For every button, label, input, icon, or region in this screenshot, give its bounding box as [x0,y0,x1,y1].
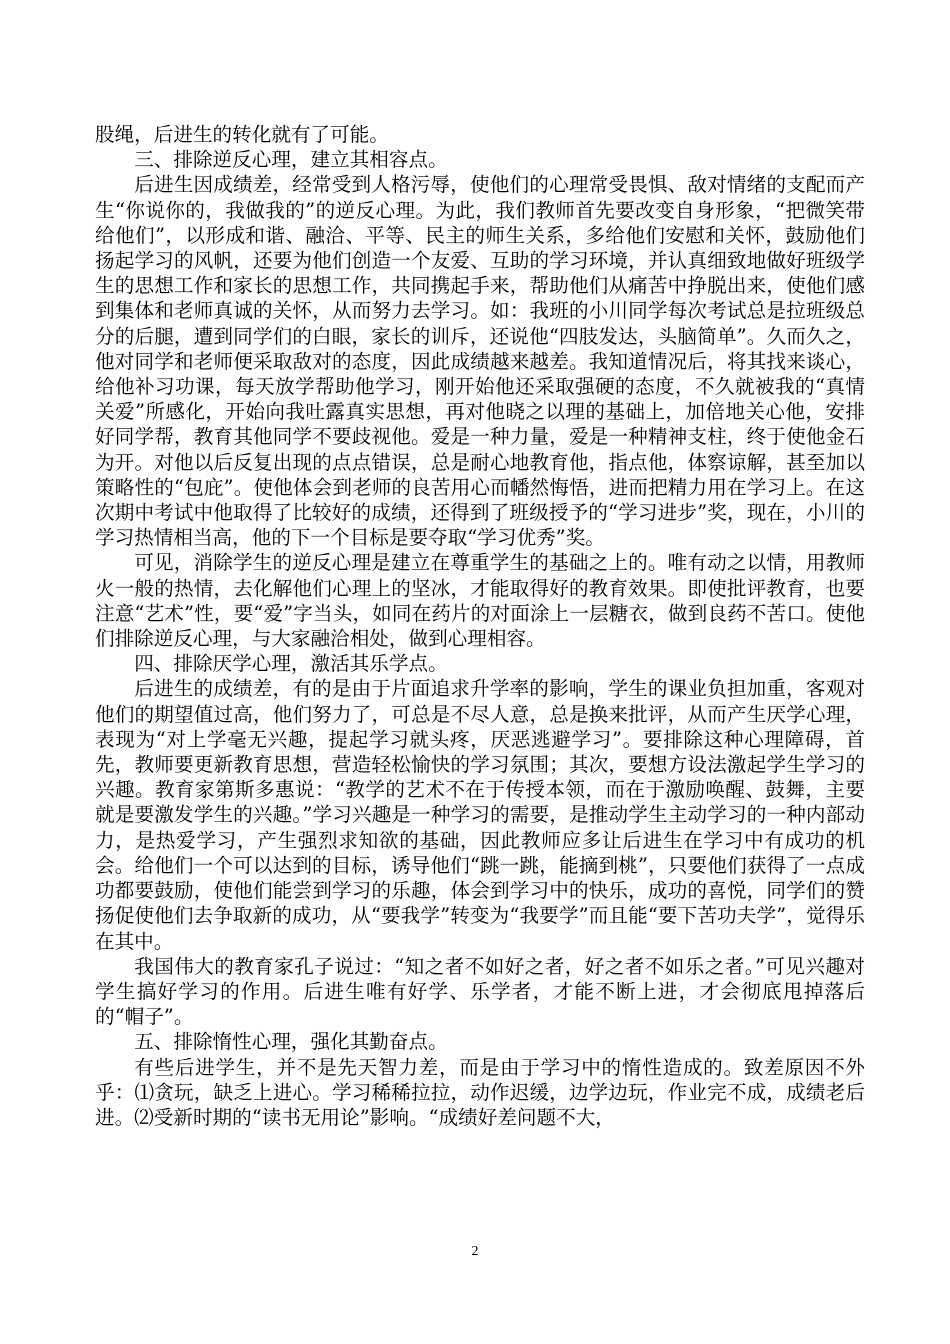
section-heading-4: 四、排除厌学心理，激活其乐学点。 [134,652,448,676]
paragraph: 股绳，后进生的转化就有了可能。 [95,123,389,146]
page-number: 2 [471,1244,479,1259]
section-heading-5: 五、排除惰性心理，强化其勤奋点。 [134,1030,448,1054]
section-heading-3: 三、排除逆反心理，建立其相容点。 [134,148,448,172]
paragraph: 后进生因成绩差，经常受到人格污辱，使他们的心理常受畏惧、敌对情绪的支配而产生“你说你的，我做我的”的逆反心理。为此，我们教师首先要改变自身形象，“把微笑带给他们”，以形成和谐、融洽、平等、民主的师生关系，多给他们安慰和关怀，鼓励他们扬起学习的风帆，还要为他们创造一个友爱、互助的学习环境，并认真细致地做好班级学生的思想工作和家长的思想工作，共同携起手来，帮助他们从痛苦中挣脱出来，使他们感到集体和老师真诚的关怀，从而努力去学习。如：我班的小川同学每次考试总是拉班级总分的后腿，遭到同学们的白眼，家长的训斥，还说他“四肢发达，头脑简单”。久而久之，他对同学和老师便采取敌对的态度，因此成绩越来越差。我知道情况后，将其找来谈心，给他补习功课，每天放学帮助他学习，刚开始他还采取强硬的态度，不久就被我的“真情关爱”所感化，开始向我吐露真实思想，再对他晓之以理的基础上，加倍地关心他，安排好同学帮，教育其他同学不要歧视他。爱是一种力量，爱是一种精神支柱，终于使他金石为开。对他以后反复出现的点点错误，总是耐心地教育他，指点他，体察谅解，甚至加以策略性的“包庇”。使他体会到老师的良苦用心而幡然悔悟，进而把精力用在学习上。在这次期中考试中他取得了比较好的成绩，还得到了班级授予的“学习进步”奖，现在，小川的学习热情相当高，他的下一个目标是要夺取“学习优秀”奖。 [95,173,865,550]
paragraph: 我国伟大的教育家孔子说过：“知之者不如好之者，好之者不如乐之者。”可见兴趣对学生搞好学习的作用。后进生唯有好学、乐学者，才能不断上进，才会彻底甩掉落后的“帽子”。 [95,954,865,1029]
body-text [95,122,865,1130]
paragraph: 后进生的成绩差，有的是由于片面追求升学率的影响，学生的课业负担加重，客观对他们的期望值过高，他们努力了，可总是不尽人意，总是换来批评，从而产生厌学心理，表现为“对上学毫无兴趣，提起学习就头疼，厌恶逃避学习”。要排除这种心理障碍，首先，教师要更新教育思想，营造轻松愉快的学习氛围；其次，要想方设法激起学生学习的兴趣。教育家第斯多惠说：“教学的艺术不在于传授本领，而在于激励唤醒、鼓舞，主要就是要激发学生的兴趣。”学习兴趣是一种学习的需要，是推动学生主动学习的一种内部动力，是热爱学习，产生强烈求知欲的基础，因此教师应多让后进生在学习中有成功的机会。给他们一个可以达到的目标，诱导他们“跳一跳，能摘到桃”，只要他们获得了一点成功都要鼓励，使他们能尝到学习的乐趣，体会到学习中的快乐，成功的喜悦，同学们的赞扬促使他们去争取新的成功，从“要我学”转变为“我要学”而且能“要下苦功夫学”，觉得乐在其中。 [95,677,865,953]
paragraph: 有些后进学生，并不是先天智力差，而是由于学习中的惰性造成的。致差原因不外乎：⑴贪玩，缺乏上进心。学习稀稀拉拉，动作迟缓，边学边玩，作业完不成，成绩老后进。⑵受新时期的“读书无用论”影响。“成绩好差问题不大， [95,1055,865,1129]
paragraph: 可见，消除学生的逆反心理是建立在尊重学生的基础之上的。唯有动之以情，用教师火一般的热情，去化解他们心理上的坚冰，才能取得好的教育效果。即使批评教育，也要注意“艺术”性，要“爱”字当头，如同在药片的对面涂上一层糖衣，做到良药不苦口。使他们排除逆反心理，与大家融洽相处，做到心理相容。 [95,551,865,651]
